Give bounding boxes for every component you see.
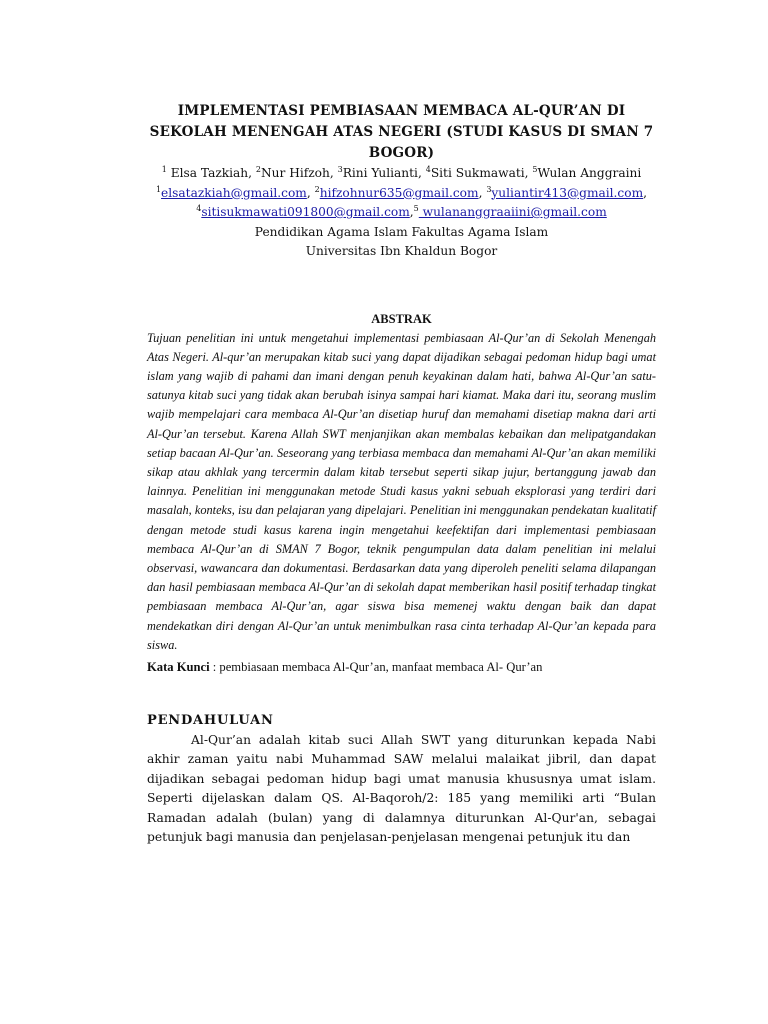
abstract-text: Tujuan penelitian ini untuk mengetahui implementasi pembiasaan Al-Qur’an di Sekolah Menengah Atas Negeri. Al-qur’an merupakan kitab suci yang dapat dijadikan sebagai pedoman hidup bagi umat islam yang wajib di pahami dan imani dengan penuh keyakinan dalam hati, bahwa Al-Qur’an satu-satunya kitab suci yang tidak akan berubah isinya sampai hari kiamat. Maka dari itu, seorang muslim wajib mempelajari cara membaca Al-Qur’an disetiap huruf dan memahami disetiap makna dari arti Al-Qur’an tersebut. Karena Allah SWT menjanjikan akan membalas kebaikan dan melipatgandakan setiap bacaan Al-Qur’an. Seseorang yang terbiasa membaca dan memahami Al-Qur’an akan memiliki sikap atau akhlak yang tercermin dalam kitab tersebut seperti sikap jujur, bertanggung jawab dan lainnya. Penelitian ini menggunakan metode Studi kasus yakni sebuah eksplorasi yang terdiri dari masalah, konteks, isu dan pelajaran yang dipelajari. Penelitian ini menggunakan pendekatan kualitatif dengan metode studi kasus karena ingin mengetahui keefektifan dari implementasi pembiasaan membaca Al-Qur’an di SMAN 7 Bogor, teknik pengumpulan data dalam penelitian ini melalui observasi, wawancara dan dokumentasi. Berdasarkan data yang diperoleh peneliti selama dilapangan dan hasil pembiasaan membaca Al-Qur’an di sekolah dapat memberikan hasil positif terhadap tingkat pembiasaan membaca Al-Qur’an, agar siswa bisa memenej waktu dengan baik dan dapat mendekatkan diri dengan Al-Qur’an untuk menimbulkan rasa cinta terhadap Al-Qur’an kepada para siswa. [147, 330, 656, 652]
email-3-sep: , [643, 185, 648, 200]
email-link-2[interactable]: hifzohnur635@gmail.com [319, 185, 479, 200]
abstract-heading: ABSTRAK [371, 311, 432, 326]
author-3-sup: 3 [337, 164, 343, 174]
university: Universitas Ibn Khaldun Bogor [305, 244, 498, 258]
email-5-sup: 5 [413, 203, 419, 213]
author-4-name: Siti Sukmawati, [430, 166, 533, 180]
email-3-sup: 3 [486, 184, 492, 194]
section-heading: PENDAHULUAN [147, 712, 274, 728]
section-text: Al-Qur’an adalah kitab suci Allah SWT yang diturunkan kepada Nabi akhir zaman yaitu nabi Muhammad SAW melalui malaikat jibril, dan dapat dijadikan sebagai pedoman hidup bagi umat manusia khususnya umat islam. Seperti dijelaskan dalam QS. Al-Baqoroh/2: 185 yang memiliki arti “Bulan Ramadan adalah (bulan) yang di dalamnya diturunkan Al-Qur'an, sebagai petunjuk bagi manusia dan penjelasan-penjelasan mengenai petunjuk itu dan [147, 732, 656, 844]
author-4 [426, 166, 533, 180]
author-list [147, 164, 656, 184]
email-line-1 [147, 184, 656, 204]
author-1-name: Elsa Tazkiah, [166, 166, 256, 180]
author-4-sup: 4 [425, 164, 431, 174]
email-1-sep: , [306, 185, 315, 200]
email-1-sup: 1 [155, 184, 162, 194]
keywords-label: Kata Kunci [147, 659, 210, 674]
author-2-name: Nur Hifzoh, [261, 166, 338, 180]
email-link-3[interactable]: yuliantir413@gmail.com [491, 185, 644, 200]
email-line-2 [147, 203, 656, 223]
author-5-sup: 5 [532, 164, 538, 174]
keywords-text: : pembiasaan membaca Al-Qur’an, manfaat membaca Al- Qur’an [209, 659, 543, 674]
email-4-sup: 4 [196, 203, 202, 213]
email-link-5[interactable]: wulananggraaiini@gmail.com [418, 205, 607, 219]
email-2-sup: 2 [314, 184, 320, 194]
author-1-sup: 1 [161, 164, 167, 174]
email-2-sep: , [478, 185, 487, 200]
author-5 [532, 166, 641, 180]
paper-title: IMPLEMENTASI PEMBIASAAN MEMBACA AL-QUR’AN DI SEKOLAH MENENGAH ATAS NEGERI (STUDI KASUS DI SMAN 7 BOGOR) [149, 103, 654, 161]
department: Pendidikan Agama Islam Fakultas Agama Islam [254, 224, 549, 239]
author-5-name: Wulan Anggraini [537, 166, 642, 180]
email-link-4[interactable]: sitisukmawati091800@gmail.com [201, 205, 410, 219]
author-3-name: Rini Yulianti, [342, 166, 426, 180]
author-3 [338, 166, 426, 180]
keywords [147, 657, 656, 677]
author-2 [256, 166, 338, 180]
author-2-sup: 2 [255, 164, 262, 174]
email-link-1[interactable]: elsatazkiah@gmail.com [161, 185, 307, 200]
email-4-sep: , [409, 205, 414, 219]
author-1 [162, 166, 256, 180]
